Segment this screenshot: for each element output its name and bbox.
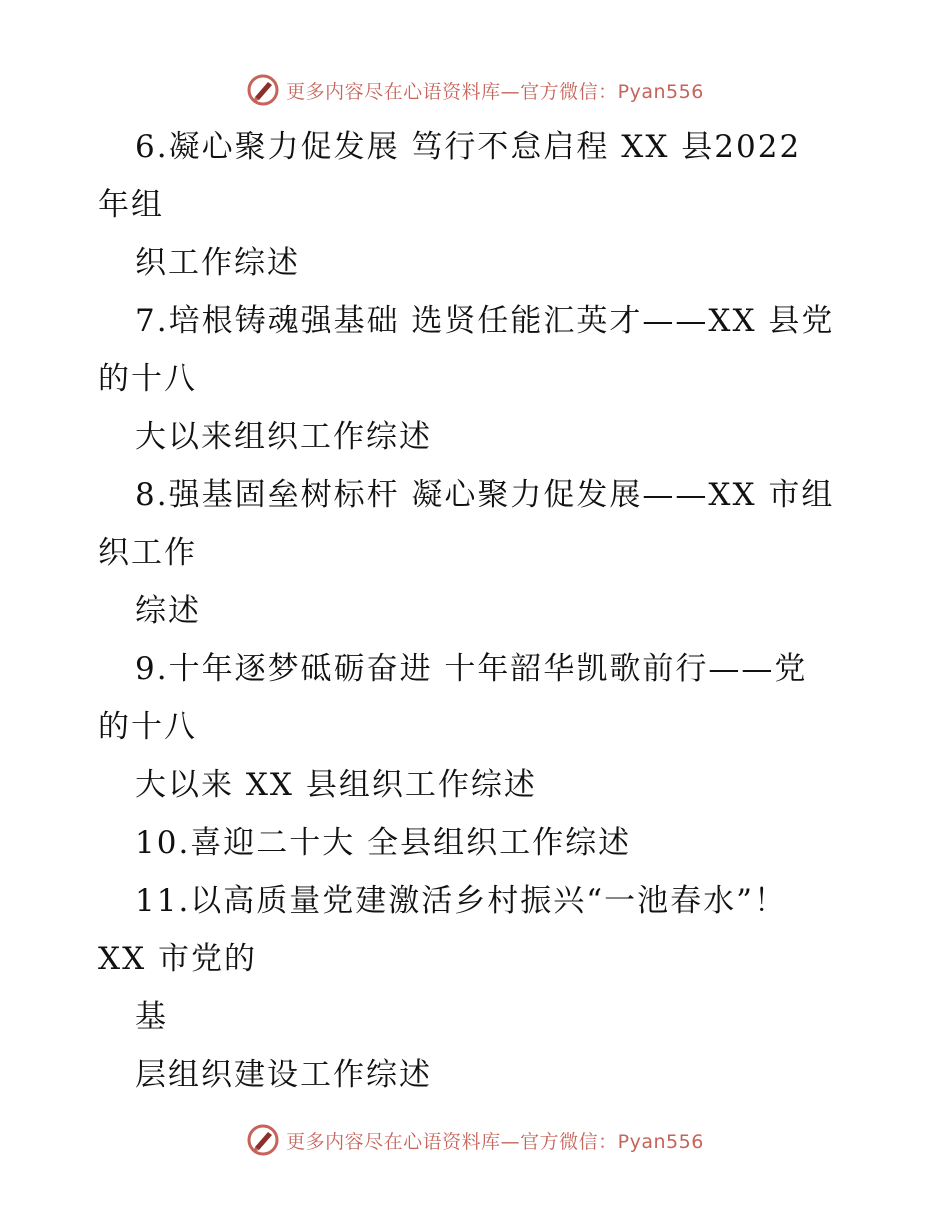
pen-swirl-logo-icon xyxy=(246,1123,280,1157)
list-item-line: 11.以高质量党建激活乡村振兴“一池春水”！ xyxy=(135,883,787,919)
list-item-line: 大以来组织工作综述 xyxy=(135,419,432,455)
list-item-line: 织工作综述 xyxy=(135,245,300,281)
footer-banner-text: 更多内容尽在心语资料库—官方微信：Pyan556 xyxy=(286,1130,704,1153)
list-item-line: 综述 xyxy=(135,593,201,629)
list-item-line: 的十八 xyxy=(98,361,197,397)
list-item-line: XX 市党的 xyxy=(98,941,257,977)
list-item-line: 年组 xyxy=(98,187,164,223)
pen-swirl-logo-icon xyxy=(246,73,280,107)
list-item-line: 9.十年逐梦砥砺奋进 十年韶华凯歌前行——党 xyxy=(135,651,808,687)
list-item-line: 层组织建设工作综述 xyxy=(135,1057,432,1093)
list-item-line: 10.喜迎二十大 全县组织工作综述 xyxy=(135,825,632,861)
list-item-line: 6.凝心聚力促发展 笃行不怠启程 XX 县2022 xyxy=(135,129,802,165)
list-item-line: 大以来 XX 县组织工作综述 xyxy=(135,767,537,803)
list-item-line: 7.培根铸魂强基础 选贤任能汇英才——XX 县党 xyxy=(135,303,835,339)
list-item-line: 8.强基固垒树标杆 凝心聚力促发展——XX 市组 xyxy=(135,477,835,513)
footer-banner xyxy=(0,1120,950,1160)
list-item-line: 的十八 xyxy=(98,709,197,745)
list-item-line: 基 xyxy=(135,999,168,1035)
list-item-line: 织工作 xyxy=(98,535,197,571)
header-banner xyxy=(0,70,950,110)
header-banner-text: 更多内容尽在心语资料库—官方微信：Pyan556 xyxy=(286,80,704,103)
